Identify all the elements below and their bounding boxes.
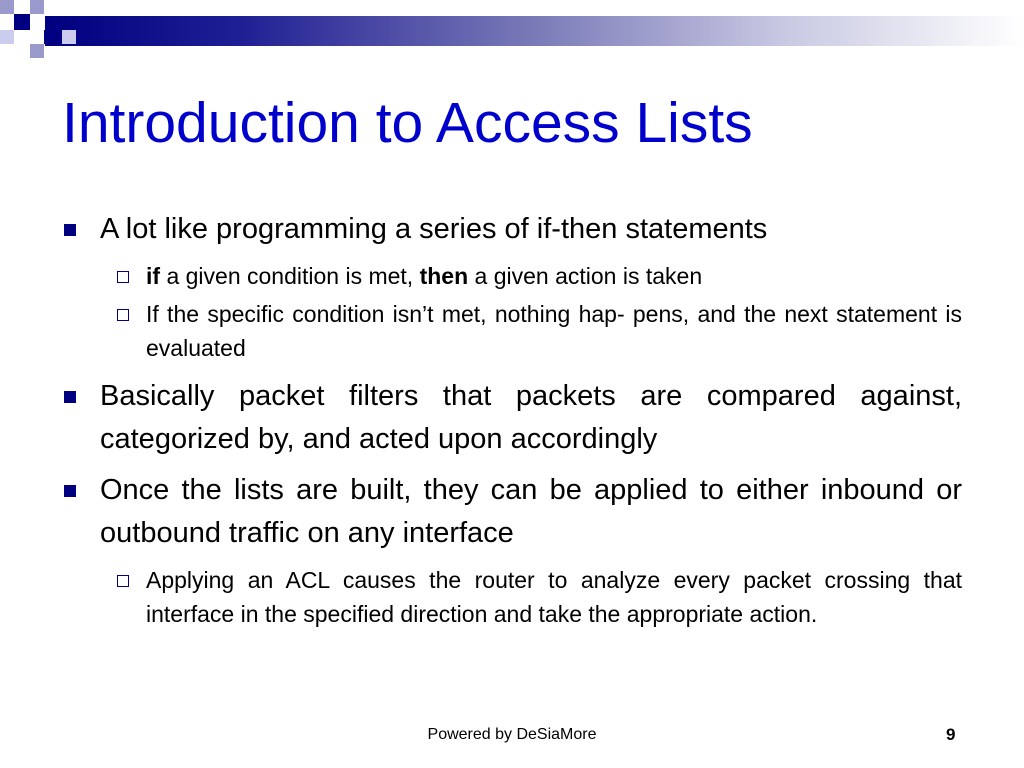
- footer-text: Powered by DeSiaMore: [427, 726, 597, 743]
- hollow-square-bullet-icon: [117, 575, 129, 587]
- header-square: [14, 14, 30, 30]
- filled-square-bullet-icon: [64, 224, 76, 236]
- sub-bullet-item: [62, 297, 962, 365]
- header-square: [0, 0, 14, 14]
- header-square: [30, 44, 44, 58]
- sub-bullet-text: If the specific condition isn’t met, nothing hap- pens, and the next statement is evaluated: [146, 301, 962, 361]
- sub-bullet-item: [62, 563, 962, 631]
- sub-bullet-text: a given condition is met,: [160, 263, 420, 289]
- filled-square-bullet-icon: [64, 391, 76, 403]
- header-square: [58, 0, 76, 16]
- header-square: [30, 0, 44, 14]
- sub-bullet-text: a given action is taken: [468, 263, 703, 289]
- keyword-if: if: [146, 263, 161, 289]
- bullet-text: Basically packet filters that packets are compared against, categorized by, and acted upon accordingly: [100, 380, 962, 455]
- filled-square-bullet-icon: [64, 485, 76, 497]
- hollow-square-bullet-icon: [117, 271, 129, 283]
- hollow-square-bullet-icon: [117, 309, 129, 321]
- slide-content: [62, 208, 962, 635]
- keyword-then: then: [419, 263, 469, 289]
- bullet-item: [62, 208, 962, 251]
- sub-bullet-text: Applying an ACL causes the router to analyze every packet crossing that interface in the specified direction and take the appropriate action.: [146, 567, 962, 627]
- header-square: [44, 30, 58, 44]
- header-square: [0, 30, 14, 44]
- bullet-text: Once the lists are built, they can be applied to either inbound or outbound traffic on any interface: [100, 474, 962, 549]
- sub-bullet-item: [62, 259, 962, 293]
- header-gradient-bar: [45, 16, 1024, 46]
- slide-title: Introduction to Access Lists: [62, 91, 753, 155]
- header-square: [62, 30, 76, 44]
- page-number: 9: [946, 725, 956, 744]
- bullet-item: [62, 375, 962, 461]
- bullet-text: A lot like programming a series of if-then statements: [100, 213, 768, 245]
- bullet-item: [62, 469, 962, 555]
